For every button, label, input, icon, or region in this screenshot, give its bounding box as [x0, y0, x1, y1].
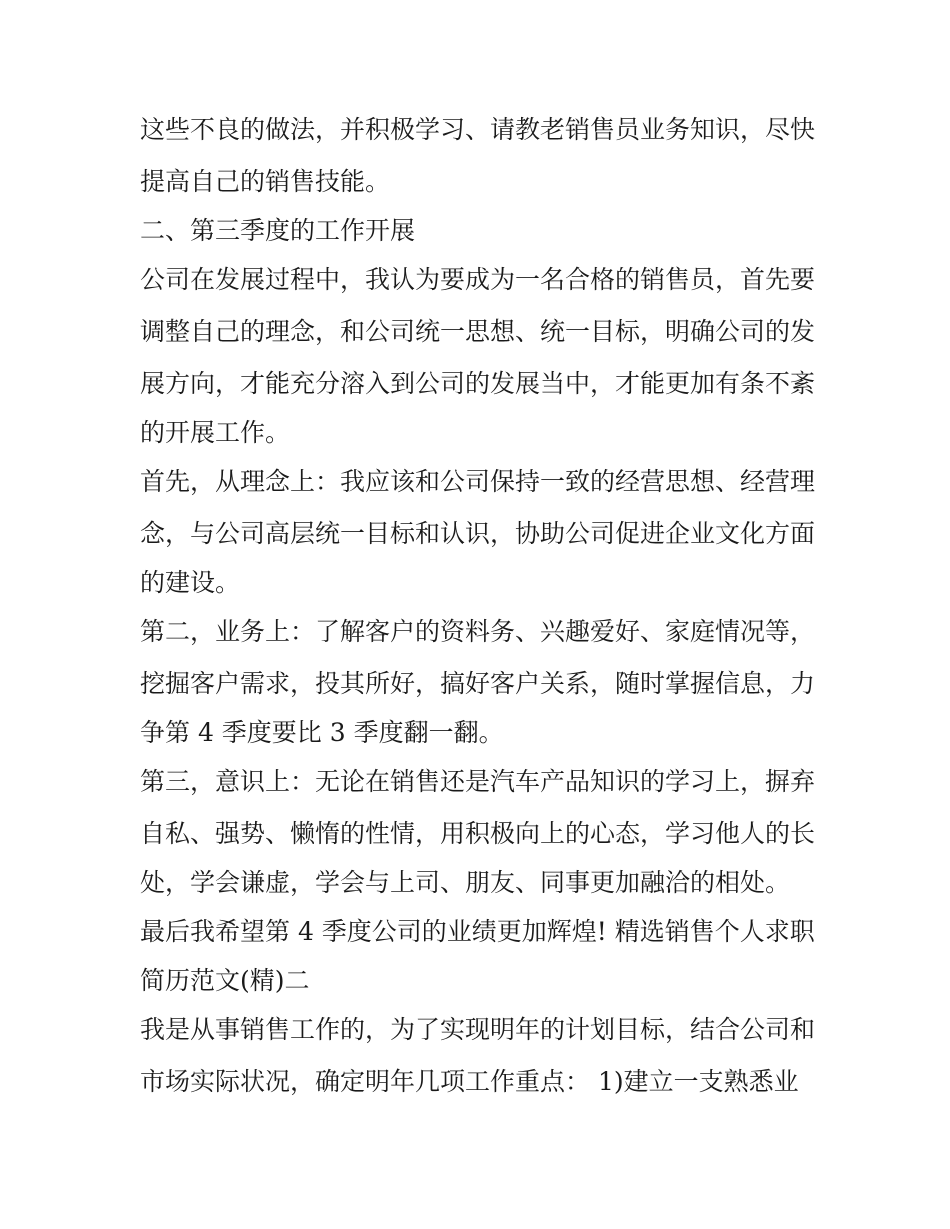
section-heading: 二、第三季度的工作开展 [140, 216, 416, 245]
text-line: 的建设。 [140, 568, 241, 597]
text-line: 调整自己的理念，和公司统一思想、统一目标，明确公司的发 [140, 317, 816, 346]
text-line: 挖掘客户需求，投其所好，搞好客户关系，随时掌握信息，力 [140, 669, 816, 698]
text-line: 最后我希望第 4 季度公司的业绩更加辉煌! 精选销售个人求职 [140, 917, 815, 946]
text-line: 处，学会谦虚，学会与上司、朋友、同事更加融洽的相处。 [140, 868, 791, 897]
text-line: 第三，意识上：无论在销售还是汽车产品知识的学习上，摒弃 [140, 767, 816, 796]
text-line: 简历范文(精)二 [140, 966, 310, 995]
document-body [140, 104, 820, 1108]
text-line: 念，与公司高层统一目标和认识，协助公司促进企业文化方面 [140, 519, 816, 548]
text-line: 这些不良的做法，并积极学习、请教老销售员业务知识，尽快 [140, 115, 816, 144]
text-line: 首先，从理念上：我应该和公司保持一致的经营思想、经营理 [140, 467, 816, 496]
text-line: 第二，业务上：了解客户的资料务、兴趣爱好、家庭情况等， [140, 617, 816, 646]
text-line: 我是从事销售工作的，为了实现明年的计划目标，结合公司和 [140, 1015, 816, 1044]
text-line: 争第 4 季度要比 3 季度翻一翻。 [140, 718, 504, 747]
text-line: 展方向，才能充分溶入到公司的发展当中，才能更加有条不紊 [140, 369, 816, 398]
text-line: 自私、强势、懒惰的性情，用积极向上的心态，学习他人的长 [140, 819, 816, 848]
text-line: 提高自己的销售技能。 [140, 167, 391, 196]
text-line: 的开展工作。 [140, 418, 291, 447]
text-line: 市场实际状况，确定明年几项工作重点： 1)建立一支熟悉业 [140, 1067, 799, 1096]
text-line: 公司在发展过程中，我认为要成为一名合格的销售员，首先要 [140, 265, 816, 294]
